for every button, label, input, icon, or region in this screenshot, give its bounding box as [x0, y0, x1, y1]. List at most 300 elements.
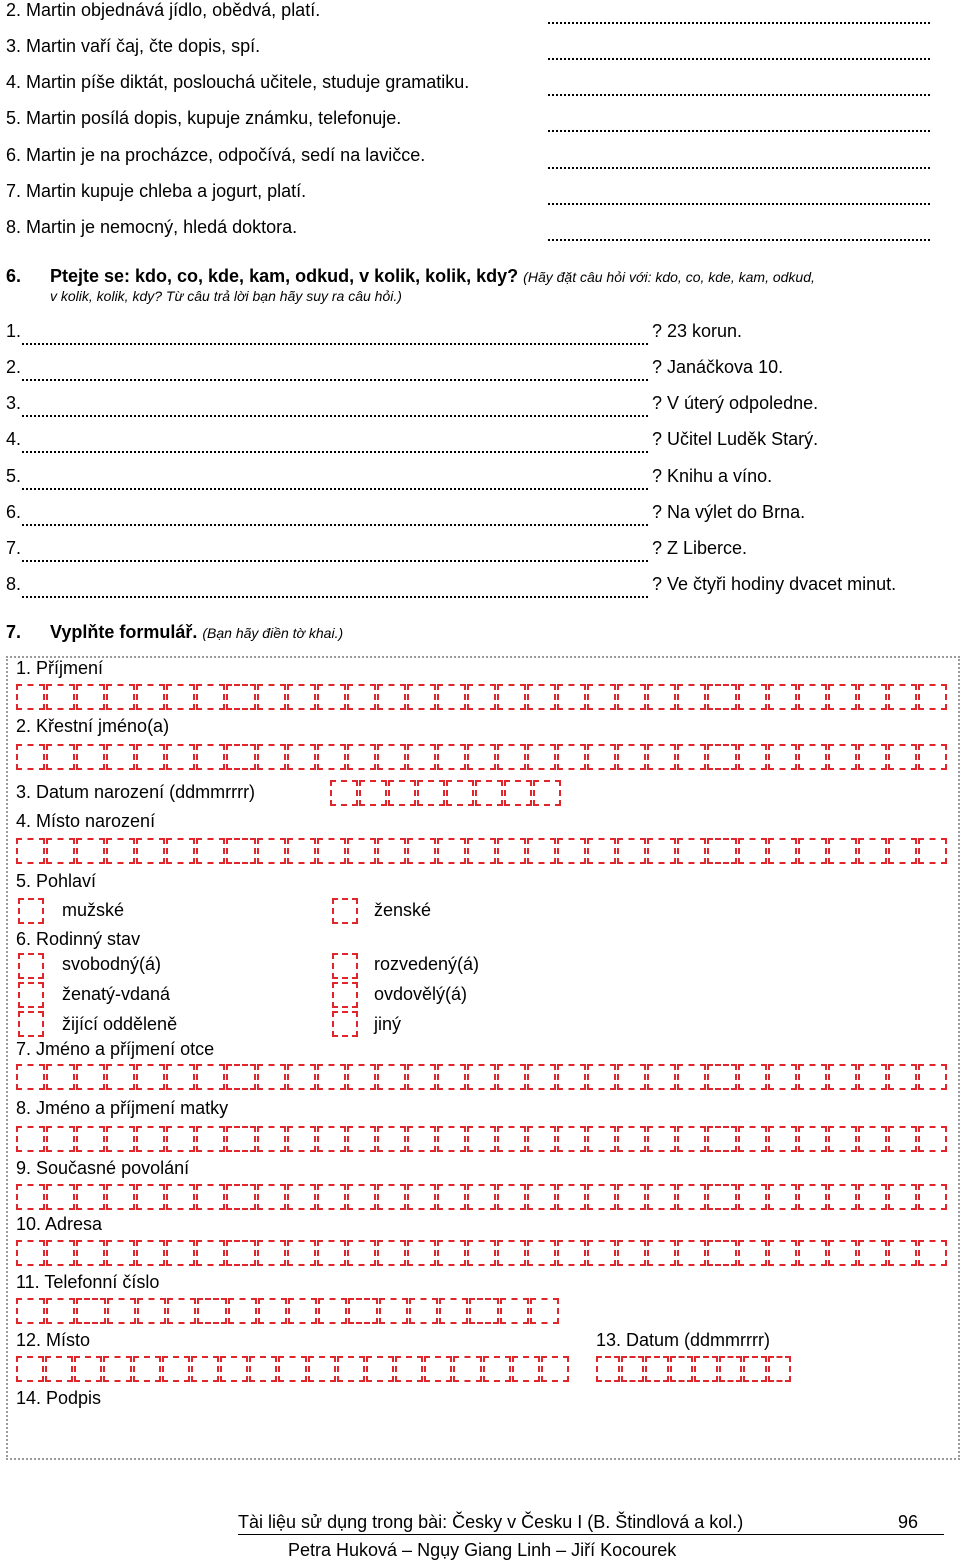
letter-box[interactable] — [76, 744, 105, 770]
letter-box[interactable] — [918, 684, 947, 710]
letter-box[interactable] — [828, 1184, 857, 1210]
letter-box[interactable] — [645, 1356, 669, 1382]
letter-box[interactable] — [46, 838, 75, 864]
letter-box[interactable] — [377, 1126, 406, 1152]
letter-box[interactable] — [76, 838, 105, 864]
letter-box[interactable] — [768, 744, 797, 770]
letter-box[interactable] — [196, 1184, 225, 1210]
letter-box[interactable] — [136, 1126, 165, 1152]
answer-blank[interactable] — [548, 72, 930, 96]
letter-box[interactable] — [46, 1126, 75, 1152]
letter-box[interactable] — [196, 1240, 225, 1266]
letter-box[interactable] — [453, 1356, 481, 1382]
letter-box[interactable] — [347, 838, 376, 864]
letter-box[interactable] — [257, 1184, 286, 1210]
letter-box[interactable] — [617, 684, 646, 710]
letter-box[interactable] — [596, 1356, 620, 1382]
letter-box[interactable] — [888, 1184, 917, 1210]
letter-box[interactable] — [437, 838, 466, 864]
letter-box[interactable] — [16, 1126, 45, 1152]
letter-box[interactable] — [617, 838, 646, 864]
letter-box[interactable] — [617, 1240, 646, 1266]
letter-box[interactable] — [446, 780, 474, 806]
letter-box[interactable] — [16, 1184, 45, 1210]
letter-box[interactable] — [828, 684, 857, 710]
letter-box[interactable] — [469, 1298, 498, 1324]
letter-box[interactable] — [46, 1298, 75, 1324]
letter-box[interactable] — [407, 838, 436, 864]
letter-box[interactable] — [196, 744, 225, 770]
letter-box[interactable] — [858, 1126, 887, 1152]
letter-box[interactable] — [738, 744, 767, 770]
letter-box[interactable] — [707, 1184, 736, 1210]
letter-box[interactable] — [76, 1240, 105, 1266]
answer-blank[interactable] — [548, 217, 930, 241]
letter-box[interactable] — [287, 1064, 316, 1090]
letter-box[interactable] — [437, 744, 466, 770]
letter-box[interactable] — [738, 1184, 767, 1210]
letter-box[interactable] — [278, 1356, 306, 1382]
letter-box[interactable] — [677, 744, 706, 770]
letter-box[interactable] — [257, 1240, 286, 1266]
letter-box[interactable] — [527, 744, 556, 770]
letter-box[interactable] — [347, 684, 376, 710]
letter-box[interactable] — [888, 1126, 917, 1152]
birth-place-boxes[interactable] — [16, 838, 948, 864]
letter-box[interactable] — [707, 1240, 736, 1266]
letter-box[interactable] — [858, 1240, 887, 1266]
separated-checkbox[interactable] — [18, 1011, 44, 1037]
letter-box[interactable] — [377, 1064, 406, 1090]
question-blank[interactable] — [22, 429, 648, 453]
letter-box[interactable] — [587, 744, 616, 770]
letter-box[interactable] — [287, 744, 316, 770]
letter-box[interactable] — [647, 1184, 676, 1210]
question-blank[interactable] — [22, 538, 648, 562]
letter-box[interactable] — [647, 838, 676, 864]
male-checkbox[interactable] — [18, 898, 44, 924]
letter-box[interactable] — [136, 838, 165, 864]
letter-box[interactable] — [407, 684, 436, 710]
letter-box[interactable] — [497, 1184, 526, 1210]
letter-box[interactable] — [467, 684, 496, 710]
letter-box[interactable] — [417, 780, 445, 806]
letter-box[interactable] — [46, 684, 75, 710]
letter-box[interactable] — [467, 744, 496, 770]
letter-box[interactable] — [738, 684, 767, 710]
letter-box[interactable] — [768, 1184, 797, 1210]
letter-box[interactable] — [226, 744, 255, 770]
letter-box[interactable] — [694, 1356, 718, 1382]
letter-box[interactable] — [76, 1126, 105, 1152]
letter-box[interactable] — [16, 1356, 44, 1382]
letter-box[interactable] — [858, 1184, 887, 1210]
letter-box[interactable] — [137, 1298, 166, 1324]
letter-box[interactable] — [888, 1064, 917, 1090]
letter-box[interactable] — [918, 1240, 947, 1266]
letter-box[interactable] — [16, 838, 45, 864]
letter-box[interactable] — [512, 1356, 540, 1382]
letter-box[interactable] — [196, 1126, 225, 1152]
letter-box[interactable] — [527, 1184, 556, 1210]
letter-box[interactable] — [437, 684, 466, 710]
question-blank[interactable] — [22, 357, 648, 381]
letter-box[interactable] — [483, 1356, 511, 1382]
letter-box[interactable] — [617, 1064, 646, 1090]
letter-box[interactable] — [719, 1356, 743, 1382]
letter-box[interactable] — [317, 1184, 346, 1210]
letter-box[interactable] — [497, 838, 526, 864]
letter-box[interactable] — [888, 684, 917, 710]
letter-box[interactable] — [424, 1356, 452, 1382]
letter-box[interactable] — [366, 1356, 394, 1382]
letter-box[interactable] — [348, 1298, 377, 1324]
question-blank[interactable] — [22, 466, 648, 490]
letter-box[interactable] — [228, 1298, 257, 1324]
letter-box[interactable] — [379, 1298, 408, 1324]
letter-box[interactable] — [257, 684, 286, 710]
letter-box[interactable] — [437, 1240, 466, 1266]
letter-box[interactable] — [136, 1184, 165, 1210]
letter-box[interactable] — [500, 1298, 529, 1324]
letter-box[interactable] — [828, 1240, 857, 1266]
answer-blank[interactable] — [548, 181, 930, 205]
letter-box[interactable] — [467, 1126, 496, 1152]
letter-box[interactable] — [107, 1298, 136, 1324]
answer-blank[interactable] — [548, 108, 930, 132]
letter-box[interactable] — [347, 1184, 376, 1210]
letter-box[interactable] — [226, 1126, 255, 1152]
letter-box[interactable] — [74, 1356, 102, 1382]
letter-box[interactable] — [541, 1356, 569, 1382]
letter-box[interactable] — [377, 1240, 406, 1266]
other-checkbox[interactable] — [332, 1011, 358, 1037]
letter-box[interactable] — [407, 1240, 436, 1266]
letter-box[interactable] — [677, 684, 706, 710]
letter-box[interactable] — [707, 1064, 736, 1090]
letter-box[interactable] — [828, 1126, 857, 1152]
letter-box[interactable] — [743, 1356, 767, 1382]
letter-box[interactable] — [16, 1240, 45, 1266]
letter-box[interactable] — [768, 1356, 792, 1382]
letter-box[interactable] — [497, 1064, 526, 1090]
letter-box[interactable] — [587, 1240, 616, 1266]
female-checkbox[interactable] — [332, 898, 358, 924]
letter-box[interactable] — [288, 1298, 317, 1324]
letter-box[interactable] — [46, 1184, 75, 1210]
letter-box[interactable] — [76, 1184, 105, 1210]
letter-box[interactable] — [106, 838, 135, 864]
letter-box[interactable] — [166, 744, 195, 770]
letter-box[interactable] — [768, 1240, 797, 1266]
date-boxes[interactable] — [596, 1356, 792, 1382]
letter-box[interactable] — [409, 1298, 438, 1324]
answer-blank[interactable] — [548, 145, 930, 169]
letter-box[interactable] — [287, 1184, 316, 1210]
letter-box[interactable] — [798, 1126, 827, 1152]
letter-box[interactable] — [828, 838, 857, 864]
letter-box[interactable] — [136, 744, 165, 770]
letter-box[interactable] — [407, 744, 436, 770]
letter-box[interactable] — [166, 684, 195, 710]
letter-box[interactable] — [798, 1064, 827, 1090]
letter-box[interactable] — [287, 1240, 316, 1266]
letter-box[interactable] — [888, 744, 917, 770]
letter-box[interactable] — [677, 1184, 706, 1210]
letter-box[interactable] — [497, 1126, 526, 1152]
letter-box[interactable] — [317, 1064, 346, 1090]
letter-box[interactable] — [677, 1240, 706, 1266]
letter-box[interactable] — [106, 1184, 135, 1210]
question-blank[interactable] — [22, 321, 648, 345]
letter-box[interactable] — [167, 1298, 196, 1324]
question-blank[interactable] — [22, 502, 648, 526]
letter-box[interactable] — [647, 1064, 676, 1090]
letter-box[interactable] — [738, 1126, 767, 1152]
letter-box[interactable] — [557, 1126, 586, 1152]
letter-box[interactable] — [647, 1126, 676, 1152]
divorced-checkbox[interactable] — [332, 953, 358, 979]
letter-box[interactable] — [677, 1064, 706, 1090]
letter-box[interactable] — [46, 1064, 75, 1090]
letter-box[interactable] — [257, 1064, 286, 1090]
letter-box[interactable] — [76, 684, 105, 710]
letter-box[interactable] — [437, 1126, 466, 1152]
letter-box[interactable] — [557, 1240, 586, 1266]
address-boxes[interactable] — [16, 1240, 948, 1266]
letter-box[interactable] — [308, 1356, 336, 1382]
letter-box[interactable] — [76, 1064, 105, 1090]
letter-box[interactable] — [166, 1184, 195, 1210]
letter-box[interactable] — [166, 1064, 195, 1090]
letter-box[interactable] — [407, 1064, 436, 1090]
letter-box[interactable] — [359, 780, 387, 806]
letter-box[interactable] — [798, 838, 827, 864]
letter-box[interactable] — [738, 838, 767, 864]
letter-box[interactable] — [196, 1064, 225, 1090]
letter-box[interactable] — [798, 1240, 827, 1266]
letter-box[interactable] — [347, 744, 376, 770]
letter-box[interactable] — [918, 744, 947, 770]
letter-box[interactable] — [467, 1064, 496, 1090]
letter-box[interactable] — [527, 1064, 556, 1090]
question-blank[interactable] — [22, 393, 648, 417]
letter-box[interactable] — [287, 838, 316, 864]
letter-box[interactable] — [16, 684, 45, 710]
letter-box[interactable] — [196, 684, 225, 710]
letter-box[interactable] — [557, 1064, 586, 1090]
letter-box[interactable] — [226, 1064, 255, 1090]
letter-box[interactable] — [317, 1240, 346, 1266]
letter-box[interactable] — [621, 1356, 645, 1382]
letter-box[interactable] — [437, 1184, 466, 1210]
answer-blank[interactable] — [548, 36, 930, 60]
occupation-boxes[interactable] — [16, 1184, 948, 1210]
letter-box[interactable] — [407, 1184, 436, 1210]
letter-box[interactable] — [337, 1356, 365, 1382]
letter-box[interactable] — [768, 1064, 797, 1090]
letter-box[interactable] — [106, 744, 135, 770]
letter-box[interactable] — [16, 744, 45, 770]
letter-box[interactable] — [395, 1356, 423, 1382]
letter-box[interactable] — [798, 684, 827, 710]
widowed-checkbox[interactable] — [332, 982, 358, 1008]
letter-box[interactable] — [377, 1184, 406, 1210]
letter-box[interactable] — [317, 1126, 346, 1152]
letter-box[interactable] — [707, 744, 736, 770]
letter-box[interactable] — [226, 1240, 255, 1266]
letter-box[interactable] — [670, 1356, 694, 1382]
letter-box[interactable] — [330, 780, 358, 806]
letter-box[interactable] — [467, 1240, 496, 1266]
letter-box[interactable] — [257, 744, 286, 770]
letter-box[interactable] — [617, 1126, 646, 1152]
mother-name-boxes[interactable] — [16, 1126, 948, 1152]
letter-box[interactable] — [467, 838, 496, 864]
letter-box[interactable] — [106, 1064, 135, 1090]
letter-box[interactable] — [497, 684, 526, 710]
letter-box[interactable] — [504, 780, 532, 806]
letter-box[interactable] — [437, 1064, 466, 1090]
letter-box[interactable] — [888, 838, 917, 864]
letter-box[interactable] — [497, 744, 526, 770]
letter-box[interactable] — [533, 780, 561, 806]
letter-box[interactable] — [858, 1064, 887, 1090]
phone-boxes[interactable] — [16, 1298, 560, 1324]
letter-box[interactable] — [527, 838, 556, 864]
letter-box[interactable] — [707, 684, 736, 710]
letter-box[interactable] — [798, 744, 827, 770]
letter-box[interactable] — [226, 684, 255, 710]
question-blank[interactable] — [22, 574, 648, 598]
letter-box[interactable] — [258, 1298, 287, 1324]
letter-box[interactable] — [918, 838, 947, 864]
letter-box[interactable] — [136, 1240, 165, 1266]
letter-box[interactable] — [587, 1126, 616, 1152]
letter-box[interactable] — [617, 744, 646, 770]
answer-blank[interactable] — [548, 0, 930, 24]
letter-box[interactable] — [798, 1184, 827, 1210]
birth-date-boxes[interactable] — [330, 780, 562, 808]
father-name-boxes[interactable] — [16, 1064, 948, 1090]
letter-box[interactable] — [647, 684, 676, 710]
letter-box[interactable] — [162, 1356, 190, 1382]
letter-box[interactable] — [527, 1126, 556, 1152]
letter-box[interactable] — [647, 1240, 676, 1266]
letter-box[interactable] — [46, 1240, 75, 1266]
letter-box[interactable] — [439, 1298, 468, 1324]
letter-box[interactable] — [226, 838, 255, 864]
letter-box[interactable] — [16, 1064, 45, 1090]
letter-box[interactable] — [557, 1184, 586, 1210]
single-checkbox[interactable] — [18, 953, 44, 979]
given-name-boxes[interactable] — [16, 744, 948, 770]
letter-box[interactable] — [136, 684, 165, 710]
letter-box[interactable] — [768, 838, 797, 864]
letter-box[interactable] — [828, 744, 857, 770]
letter-box[interactable] — [133, 1356, 161, 1382]
letter-box[interactable] — [557, 838, 586, 864]
letter-box[interactable] — [557, 744, 586, 770]
letter-box[interactable] — [45, 1356, 73, 1382]
letter-box[interactable] — [347, 1064, 376, 1090]
letter-box[interactable] — [407, 1126, 436, 1152]
letter-box[interactable] — [677, 838, 706, 864]
letter-box[interactable] — [318, 1298, 347, 1324]
letter-box[interactable] — [707, 1126, 736, 1152]
letter-box[interactable] — [858, 838, 887, 864]
letter-box[interactable] — [347, 1240, 376, 1266]
letter-box[interactable] — [103, 1356, 131, 1382]
letter-box[interactable] — [76, 1298, 105, 1324]
letter-box[interactable] — [166, 1240, 195, 1266]
letter-box[interactable] — [106, 1240, 135, 1266]
letter-box[interactable] — [220, 1356, 248, 1382]
letter-box[interactable] — [388, 780, 416, 806]
letter-box[interactable] — [377, 838, 406, 864]
letter-box[interactable] — [166, 1126, 195, 1152]
letter-box[interactable] — [317, 684, 346, 710]
place-boxes[interactable] — [16, 1356, 570, 1382]
letter-box[interactable] — [377, 684, 406, 710]
letter-box[interactable] — [530, 1298, 559, 1324]
surname-boxes[interactable] — [16, 684, 948, 710]
letter-box[interactable] — [707, 838, 736, 864]
letter-box[interactable] — [347, 1126, 376, 1152]
letter-box[interactable] — [16, 1298, 45, 1324]
letter-box[interactable] — [918, 1064, 947, 1090]
letter-box[interactable] — [617, 1184, 646, 1210]
letter-box[interactable] — [768, 1126, 797, 1152]
letter-box[interactable] — [191, 1356, 219, 1382]
letter-box[interactable] — [287, 1126, 316, 1152]
letter-box[interactable] — [197, 1298, 226, 1324]
married-checkbox[interactable] — [18, 982, 44, 1008]
letter-box[interactable] — [317, 838, 346, 864]
letter-box[interactable] — [257, 838, 286, 864]
letter-box[interactable] — [527, 684, 556, 710]
letter-box[interactable] — [738, 1064, 767, 1090]
letter-box[interactable] — [587, 1064, 616, 1090]
letter-box[interactable] — [257, 1126, 286, 1152]
letter-box[interactable] — [196, 838, 225, 864]
letter-box[interactable] — [858, 684, 887, 710]
letter-box[interactable] — [587, 1184, 616, 1210]
letter-box[interactable] — [497, 1240, 526, 1266]
letter-box[interactable] — [918, 1184, 947, 1210]
letter-box[interactable] — [677, 1126, 706, 1152]
letter-box[interactable] — [287, 684, 316, 710]
letter-box[interactable] — [738, 1240, 767, 1266]
letter-box[interactable] — [918, 1126, 947, 1152]
letter-box[interactable] — [166, 838, 195, 864]
letter-box[interactable] — [828, 1064, 857, 1090]
letter-box[interactable] — [587, 684, 616, 710]
letter-box[interactable] — [136, 1064, 165, 1090]
letter-box[interactable] — [249, 1356, 277, 1382]
letter-box[interactable] — [587, 838, 616, 864]
letter-box[interactable] — [106, 1126, 135, 1152]
letter-box[interactable] — [557, 684, 586, 710]
letter-box[interactable] — [527, 1240, 556, 1266]
letter-box[interactable] — [647, 744, 676, 770]
letter-box[interactable] — [317, 744, 346, 770]
letter-box[interactable] — [858, 744, 887, 770]
letter-box[interactable] — [226, 1184, 255, 1210]
letter-box[interactable] — [467, 1184, 496, 1210]
letter-box[interactable] — [475, 780, 503, 806]
letter-box[interactable] — [377, 744, 406, 770]
